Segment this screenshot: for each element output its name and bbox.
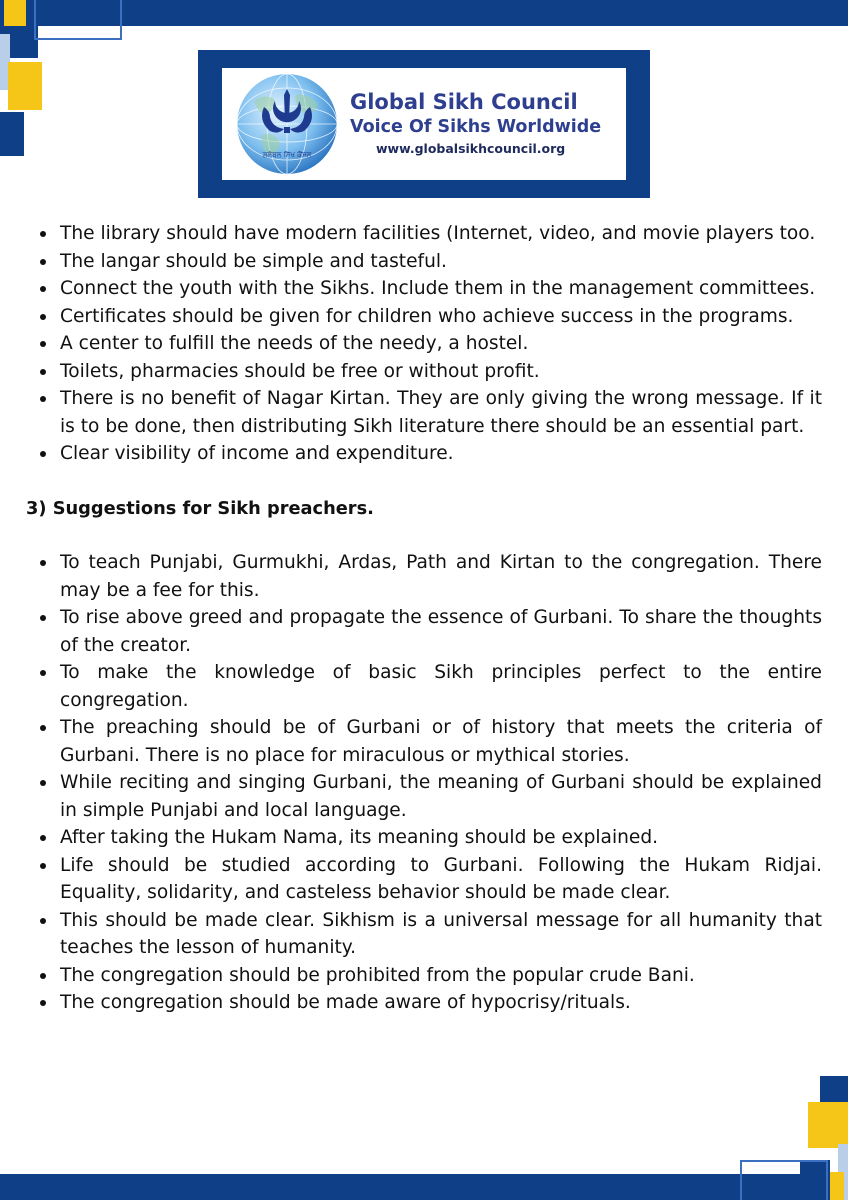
list-item: After taking the Hukam Nama, its meaning should be explained. xyxy=(26,824,822,852)
corner-decoration-bottom-right xyxy=(740,1160,828,1200)
document-body xyxy=(26,220,822,1017)
list-item: The congregation should be made aware of hypocrisy/rituals. xyxy=(26,989,822,1017)
corner-decoration-bottom-right xyxy=(808,1102,848,1148)
corner-decoration-top-left xyxy=(0,112,24,156)
list-item: The langar should be simple and tasteful. xyxy=(26,248,822,276)
list-item: A center to fulfill the needs of the needy, a hostel. xyxy=(26,330,822,358)
list-item: Connect the youth with the Sikhs. Include them in the management committees. xyxy=(26,275,822,303)
logo-subtitle: Voice Of Sikhs Worldwide xyxy=(350,117,602,137)
khanda-globe-icon xyxy=(234,71,340,177)
list-item: Certificates should be given for children who achieve success in the programs. xyxy=(26,303,822,331)
logo-banner xyxy=(198,50,650,198)
list-item: This should be made clear. Sikhism is a universal message for all humanity that teaches the lesson of humanity. xyxy=(26,907,822,962)
list-item: To teach Punjabi, Gurmukhi, Ardas, Path and Kirtan to the congregation. There may be a fee for this. xyxy=(26,549,822,604)
logo-panel xyxy=(222,68,626,180)
section-heading: 3) Suggestions for Sikh preachers. xyxy=(26,497,374,519)
list-item: The library should have modern facilities (Internet, video, and movie players too. xyxy=(26,220,822,248)
logo-url: www.globalsikhcouncil.org xyxy=(376,141,566,156)
list-item: To make the knowledge of basic Sikh principles perfect to the entire congregation. xyxy=(26,659,822,714)
corner-decoration-top-left xyxy=(4,0,26,26)
logo-text-block xyxy=(350,89,601,159)
list-item: There is no benefit of Nagar Kirtan. They are only giving the wrong message. If it is to be done, then distributing Sikh literature there should be an essential part. xyxy=(26,385,822,440)
list-item: To rise above greed and propagate the essence of Gurbani. To share the thoughts of the creator. xyxy=(26,604,822,659)
logo-title: Global Sikh Council xyxy=(350,90,578,114)
corner-decoration-top-left xyxy=(34,0,122,40)
list-item: The preaching should be of Gurbani or of history that meets the criteria of Gurbani. There is no place for miraculous or mythical stories. xyxy=(26,714,822,769)
list-item: Life should be studied according to Gurbani. Following the Hukam Ridjai. Equality, solidarity, and casteless behavior should be made clear. xyxy=(26,852,822,907)
list-item: Toilets, pharmacies should be free or without profit. xyxy=(26,358,822,386)
list-item: Clear visibility of income and expenditure. xyxy=(26,440,822,468)
list-item: The congregation should be prohibited from the popular crude Bani. xyxy=(26,962,822,990)
list-item: While reciting and singing Gurbani, the meaning of Gurbani should be explained in simple Punjabi and local language. xyxy=(26,769,822,824)
bullet-list-facilities xyxy=(26,220,822,468)
corner-decoration-top-left xyxy=(8,62,42,110)
bullet-list-preachers xyxy=(26,549,822,1017)
emblem-text: ਗਲੋਬਲ ਸਿੱਖ ਕੌਂਸਲ xyxy=(262,151,312,159)
